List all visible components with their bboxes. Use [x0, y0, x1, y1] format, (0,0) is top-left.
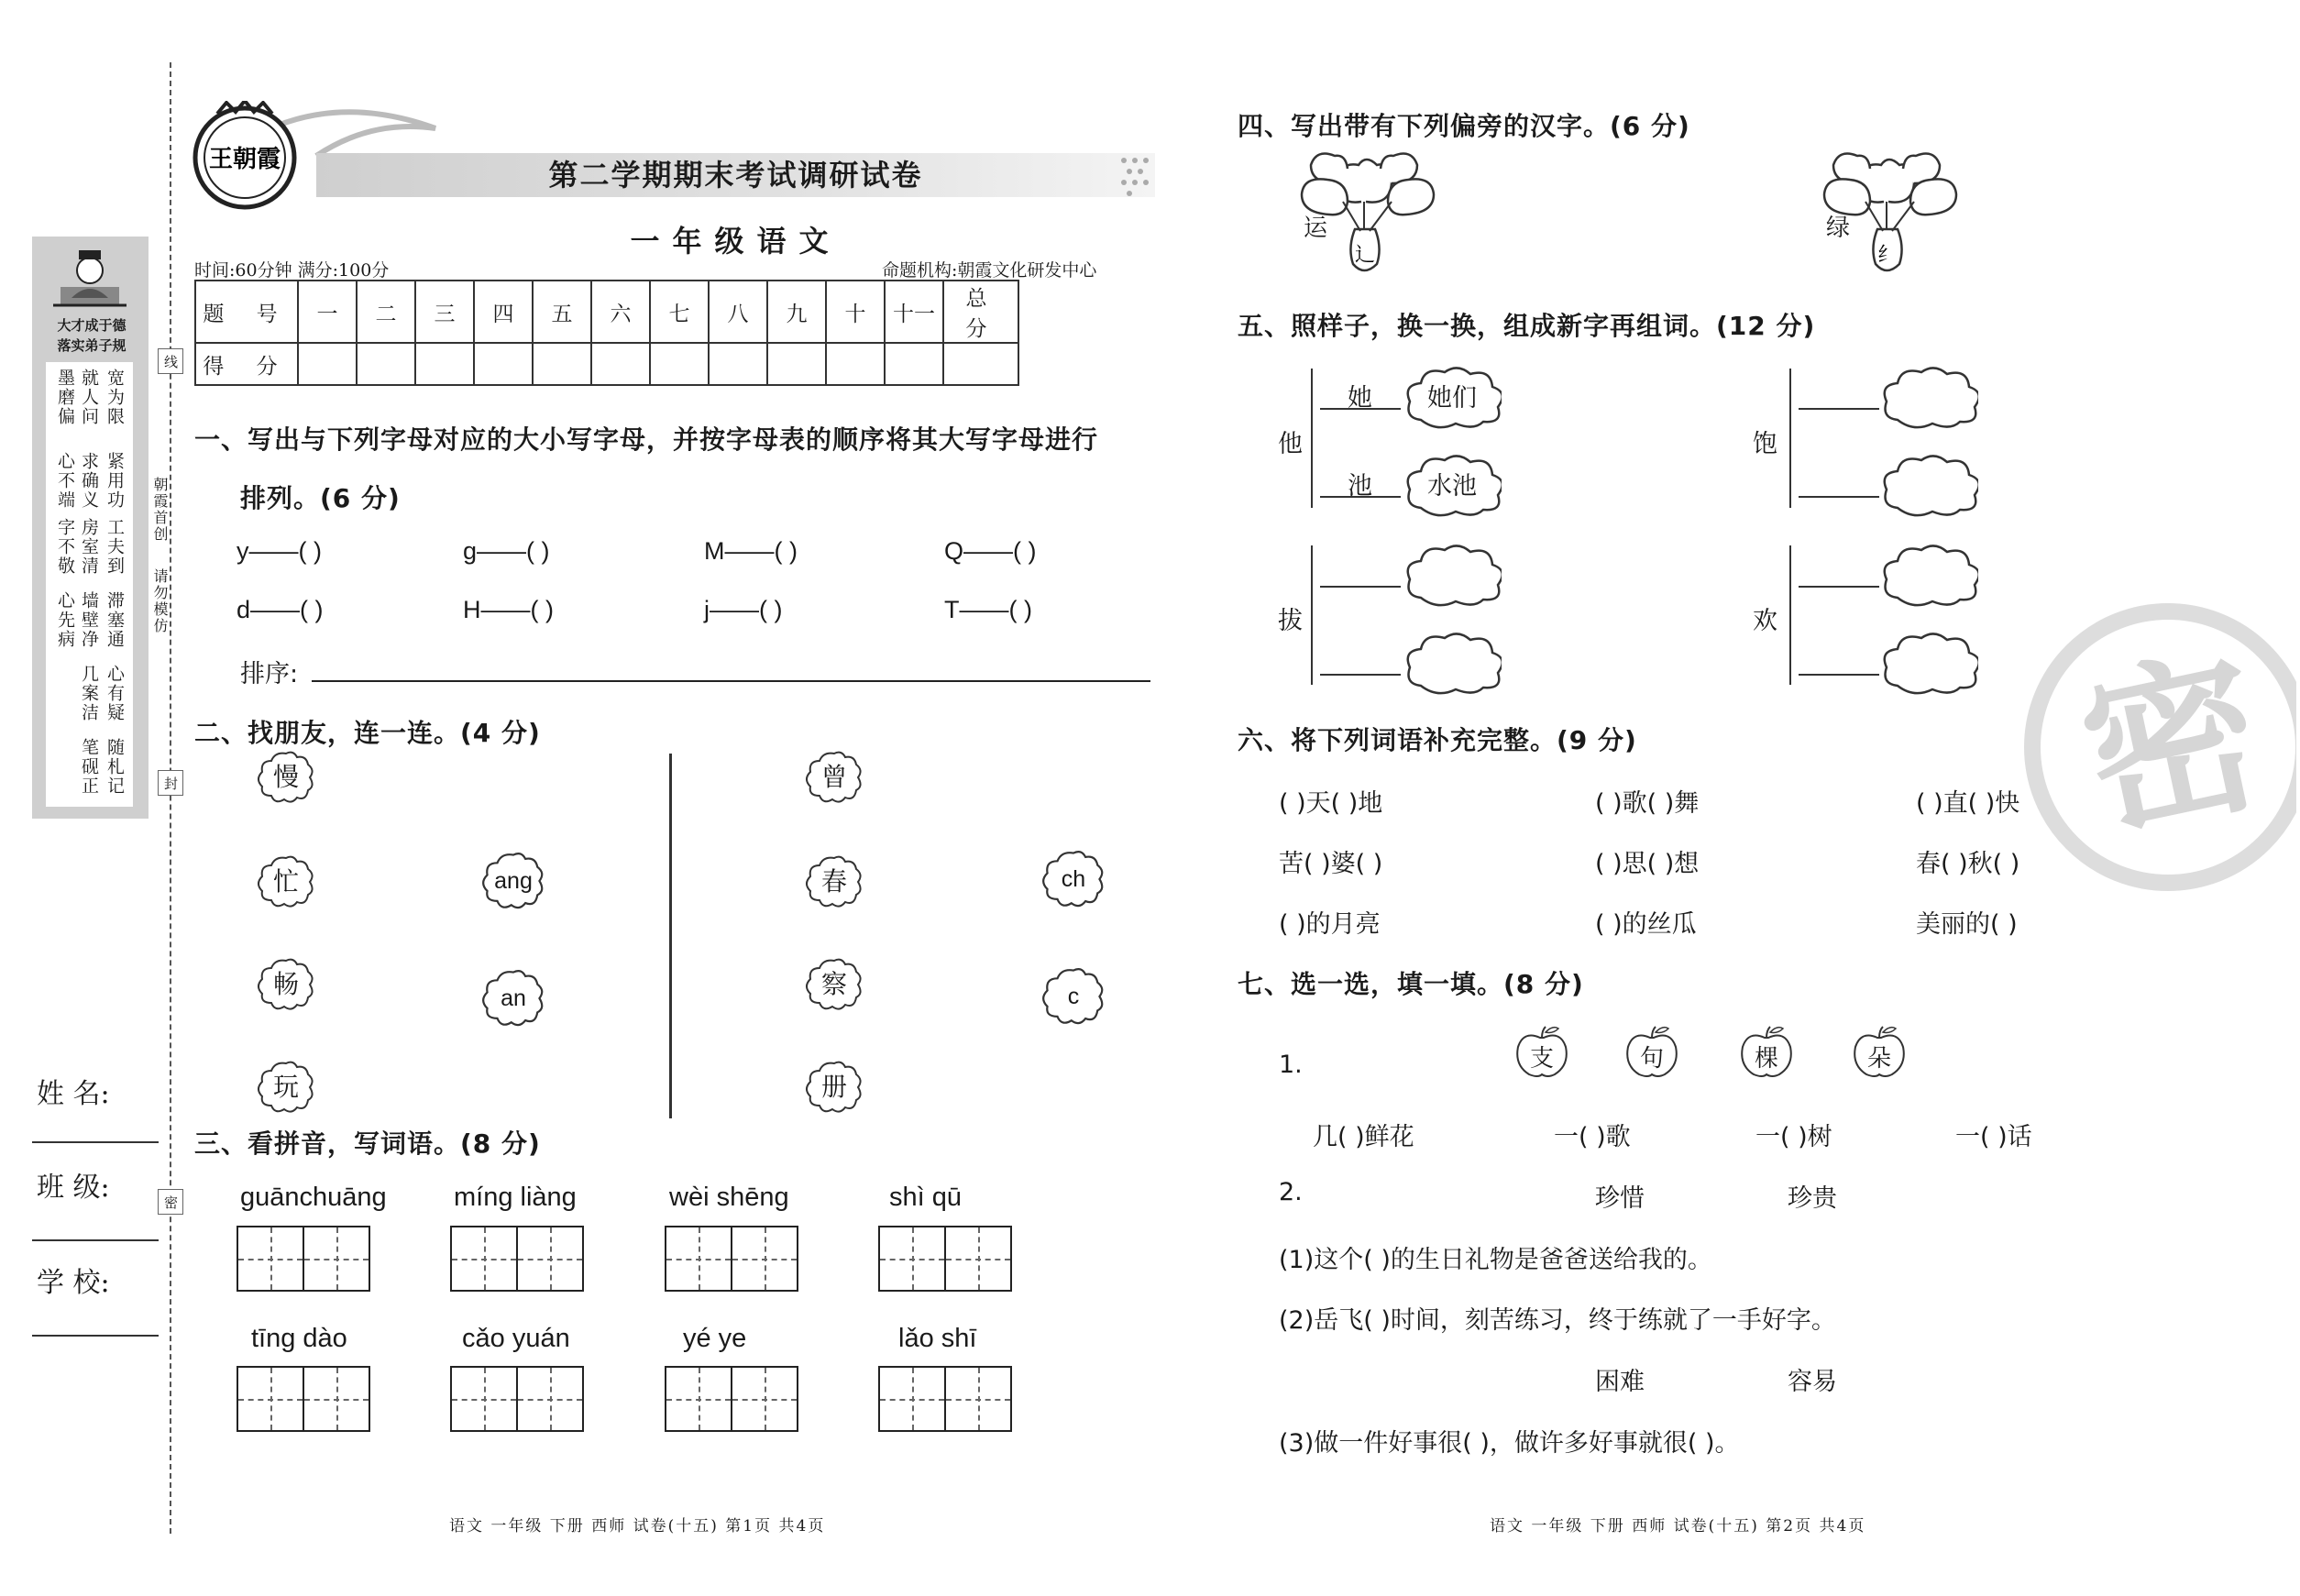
bracket: [1789, 369, 1791, 508]
cloud-answer-icon[interactable]: [1879, 453, 1978, 517]
writing-grid[interactable]: [665, 1366, 798, 1432]
table-cell: 一: [298, 281, 357, 343]
letter-item[interactable]: T——( ): [944, 596, 1032, 623]
letter-item[interactable]: g——( ): [463, 537, 550, 565]
char-badge[interactable]: 察: [805, 957, 864, 1016]
writing-grid[interactable]: [878, 1366, 1012, 1432]
table-cell: 五: [533, 281, 591, 343]
pinyin-label: wèi shēng: [669, 1183, 789, 1212]
table-cell: 二: [357, 281, 415, 343]
writing-grid[interactable]: [878, 1226, 1012, 1292]
letter-item[interactable]: H——( ): [463, 596, 554, 623]
radical-example: 运: [1304, 215, 1328, 242]
cloud-answer-icon[interactable]: [1879, 543, 1978, 607]
motto-column: 就人问: [79, 369, 99, 426]
base-char: 拔: [1278, 607, 1303, 635]
seal-icon: [2021, 600, 2296, 894]
score-input[interactable]: [533, 343, 591, 385]
motto-column: 房室清: [79, 518, 99, 576]
question-1-title: 一、写出与下列字母对应的大小写字母，并按字母表的顺序将其大写字母进行: [194, 424, 1099, 455]
pinyin-label: yé ye: [683, 1324, 747, 1353]
fill-blank[interactable]: 几( )鲜花: [1313, 1123, 1414, 1151]
choice-word: 珍惜: [1595, 1184, 1645, 1213]
answer-line[interactable]: [1320, 674, 1401, 676]
fill-blank[interactable]: 美丽的( ): [1916, 910, 2018, 939]
name-label: 姓 名:: [37, 1078, 110, 1110]
fill-blank[interactable]: 苦( )婆( ): [1279, 850, 1383, 878]
school-label: 学 校:: [37, 1267, 110, 1299]
motto-column: 墙壁净: [79, 591, 99, 649]
brand-name: 王朝霞: [208, 146, 281, 173]
class-label: 班 级:: [37, 1172, 110, 1204]
base-char: 欢: [1753, 607, 1777, 635]
fill-blank[interactable]: 春( )秋( ): [1916, 850, 2020, 878]
radical-label: 辶: [1354, 244, 1376, 267]
score-input[interactable]: [298, 343, 357, 385]
motto-column: 心先病: [55, 591, 75, 649]
table-cell: 四: [474, 281, 533, 343]
letter-item[interactable]: d——( ): [237, 596, 324, 623]
char-badge[interactable]: 忙: [257, 854, 315, 913]
bracket: [1311, 369, 1313, 508]
fill-blank[interactable]: 一( )树: [1755, 1123, 1832, 1151]
letter-item[interactable]: y——( ): [237, 537, 322, 565]
score-input[interactable]: [943, 343, 1018, 385]
motto-column: 滞塞通: [105, 591, 125, 649]
sentence[interactable]: (3)做一件好事很( )，做许多好事就很( )。: [1279, 1429, 1740, 1458]
page-footer: 语文 一年级 下册 西师 试卷(十五) 第2页 共4页: [1490, 1517, 1866, 1535]
sound-badge[interactable]: an: [481, 968, 545, 1032]
part-number: 1.: [1279, 1051, 1303, 1079]
fill-blank[interactable]: ( )思( )想: [1595, 850, 1700, 878]
motto-line: 落实弟子规: [57, 337, 127, 354]
school-field[interactable]: [32, 1335, 159, 1337]
writing-grid[interactable]: [237, 1366, 370, 1432]
cut-line: [170, 62, 171, 1534]
apple-badge: 支: [1513, 1025, 1571, 1084]
cut-mark: 线: [158, 348, 183, 374]
motto-column: 墨磨偏: [55, 369, 75, 426]
table-cell: 八: [709, 281, 767, 343]
apple-badge: 句: [1623, 1025, 1681, 1084]
scholar-figure-icon: [44, 243, 136, 312]
apple-badge: 朵: [1850, 1025, 1909, 1084]
motto-column: 宽为限: [105, 369, 125, 426]
pinyin-label: guānchuāng: [240, 1183, 387, 1212]
divider: [669, 754, 672, 1118]
char-badge[interactable]: 畅: [257, 957, 315, 1016]
seal-char: 密: [2065, 628, 2279, 864]
example-word: 她们: [1427, 384, 1477, 413]
fill-blank[interactable]: ( )的月亮: [1279, 910, 1381, 939]
bracket: [1311, 545, 1313, 685]
choice-word: 容易: [1788, 1368, 1837, 1396]
subject-title: 一年级语文: [630, 224, 842, 259]
writing-grid[interactable]: [450, 1226, 584, 1292]
table-row: [195, 343, 1018, 385]
sound-badge[interactable]: ch: [1041, 849, 1106, 913]
radical-example: 绿: [1826, 215, 1851, 242]
char-badge[interactable]: 慢: [257, 750, 315, 809]
answer-line[interactable]: [1320, 586, 1401, 588]
letter-item[interactable]: j——( ): [704, 596, 783, 623]
writing-grid[interactable]: [450, 1366, 584, 1432]
letter-item[interactable]: Q——( ): [944, 537, 1037, 565]
cut-mark: 封: [158, 770, 183, 796]
table-cell: 总 分: [943, 281, 1018, 343]
score-input[interactable]: [357, 343, 415, 385]
exam-title: 第二学期期末考试调研试卷: [548, 158, 923, 193]
sound-badge[interactable]: c: [1041, 966, 1106, 1030]
table-row: [195, 281, 1018, 343]
motto-column: 随札记: [105, 738, 125, 796]
brand-note: 请勿模仿: [151, 568, 169, 634]
question-3-title: 三、看拼音，写词语。(8 分): [194, 1128, 541, 1159]
fill-blank[interactable]: ( )歌( )舞: [1595, 789, 1700, 818]
apple-badge: 棵: [1737, 1025, 1796, 1084]
pinyin-label: lǎo shī: [898, 1324, 977, 1353]
table-cell: 十一: [885, 281, 943, 343]
motto-column: 字不敬: [55, 518, 75, 576]
score-input[interactable]: [767, 343, 826, 385]
table-cell: 十: [826, 281, 885, 343]
motto-line: 大才成于德: [57, 317, 127, 334]
table-cell: 七: [650, 281, 709, 343]
pinyin-label: cǎo yuán: [462, 1324, 570, 1353]
class-field[interactable]: [32, 1239, 159, 1241]
choice-word: 珍贵: [1788, 1184, 1837, 1213]
answer-line[interactable]: [1799, 586, 1879, 588]
answer-line[interactable]: [1799, 496, 1879, 498]
question-4-title: 四、写出带有下列偏旁的汉字。(6 分): [1238, 111, 1690, 141]
example-char: 她: [1348, 384, 1372, 413]
fill-blank[interactable]: 一( )话: [1955, 1123, 2032, 1151]
writing-grid[interactable]: [665, 1226, 798, 1292]
sentence[interactable]: (2)岳飞( )时间，刻苦练习，终于练就了一手好字。: [1279, 1306, 1836, 1335]
cloud-answer-icon[interactable]: [1403, 543, 1502, 607]
bracket: [1789, 545, 1791, 685]
pinyin-label: míng liàng: [454, 1183, 577, 1212]
table-cell: 得 分: [195, 343, 298, 385]
answer-line[interactable]: [1799, 674, 1879, 676]
motto-column: 心不端: [55, 452, 75, 510]
question-6-title: 六、将下列词语补充完整。(9 分): [1238, 725, 1637, 755]
table-cell: 六: [591, 281, 650, 343]
base-char: 饱: [1753, 430, 1777, 458]
base-char: 他: [1278, 430, 1303, 458]
example-word: 水池: [1427, 472, 1477, 501]
radical-label: 纟: [1876, 244, 1898, 267]
fill-blank[interactable]: 一( )歌: [1554, 1123, 1631, 1151]
score-input[interactable]: [885, 343, 943, 385]
char-badge[interactable]: 册: [805, 1060, 864, 1118]
exam-org: 命题机构:朝霞文化研发中心: [882, 260, 1097, 281]
motto-column: 几案洁: [79, 665, 99, 722]
table-cell: 九: [767, 281, 826, 343]
question-1-title-cont: 排列。(6 分): [240, 483, 401, 513]
score-input[interactable]: [474, 343, 533, 385]
cloud-answer-icon[interactable]: [1879, 631, 1978, 695]
score-input[interactable]: [826, 343, 885, 385]
score-input[interactable]: [709, 343, 767, 385]
char-badge[interactable]: 曾: [805, 750, 864, 809]
score-input[interactable]: [415, 343, 474, 385]
char-badge[interactable]: 春: [805, 854, 864, 913]
writing-grid[interactable]: [237, 1226, 370, 1292]
answer-line[interactable]: [1799, 408, 1879, 410]
table-cell: 题 号: [195, 281, 298, 343]
motto-column: 心有疑: [105, 665, 125, 722]
sound-badge[interactable]: ang: [481, 851, 545, 915]
motto-column: 紧用功: [105, 452, 125, 510]
example-char: 池: [1348, 472, 1372, 501]
char-badge[interactable]: 玩: [257, 1060, 315, 1118]
page-footer: 语文 一年级 下册 西师 试卷(十五) 第1页 共4页: [449, 1517, 826, 1535]
time-info: 时间:60分钟 满分:100分: [194, 260, 390, 281]
fill-blank[interactable]: ( )天( )地: [1279, 789, 1383, 818]
score-table: [194, 280, 1019, 386]
motto-column: 求确义: [79, 452, 99, 510]
cloud-answer-icon[interactable]: [1403, 631, 1502, 695]
choice-word: 困难: [1595, 1368, 1645, 1396]
fill-blank[interactable]: ( )直( )快: [1916, 789, 2020, 818]
part-number: 2.: [1279, 1178, 1303, 1206]
name-field[interactable]: [32, 1141, 159, 1143]
motto-column: 工夫到: [105, 518, 125, 576]
sentence[interactable]: (1)这个( )的生日礼物是爸爸送给我的。: [1279, 1246, 1712, 1274]
score-input[interactable]: [650, 343, 709, 385]
fill-blank[interactable]: ( )的丝瓜: [1595, 910, 1697, 939]
score-input[interactable]: [591, 343, 650, 385]
cloud-answer-icon[interactable]: [1879, 365, 1978, 429]
question-2-title: 二、找朋友，连一连。(4 分): [194, 718, 541, 748]
letter-item[interactable]: M——( ): [704, 537, 798, 565]
table-cell: 三: [415, 281, 474, 343]
cut-mark: 密: [158, 1189, 183, 1215]
brand-note: 朝霞首创: [151, 477, 169, 543]
pinyin-label: tīng dào: [251, 1324, 347, 1353]
motto-column: 笔砚正: [79, 738, 99, 796]
question-7-title: 七、选一选，填一填。(8 分): [1238, 969, 1584, 999]
order-answer-line[interactable]: [312, 680, 1150, 682]
order-label: 排序:: [240, 660, 299, 688]
question-5-title: 五、照样子，换一换，组成新字再组词。(12 分): [1238, 311, 1816, 341]
pinyin-label: shì qū: [889, 1183, 962, 1212]
